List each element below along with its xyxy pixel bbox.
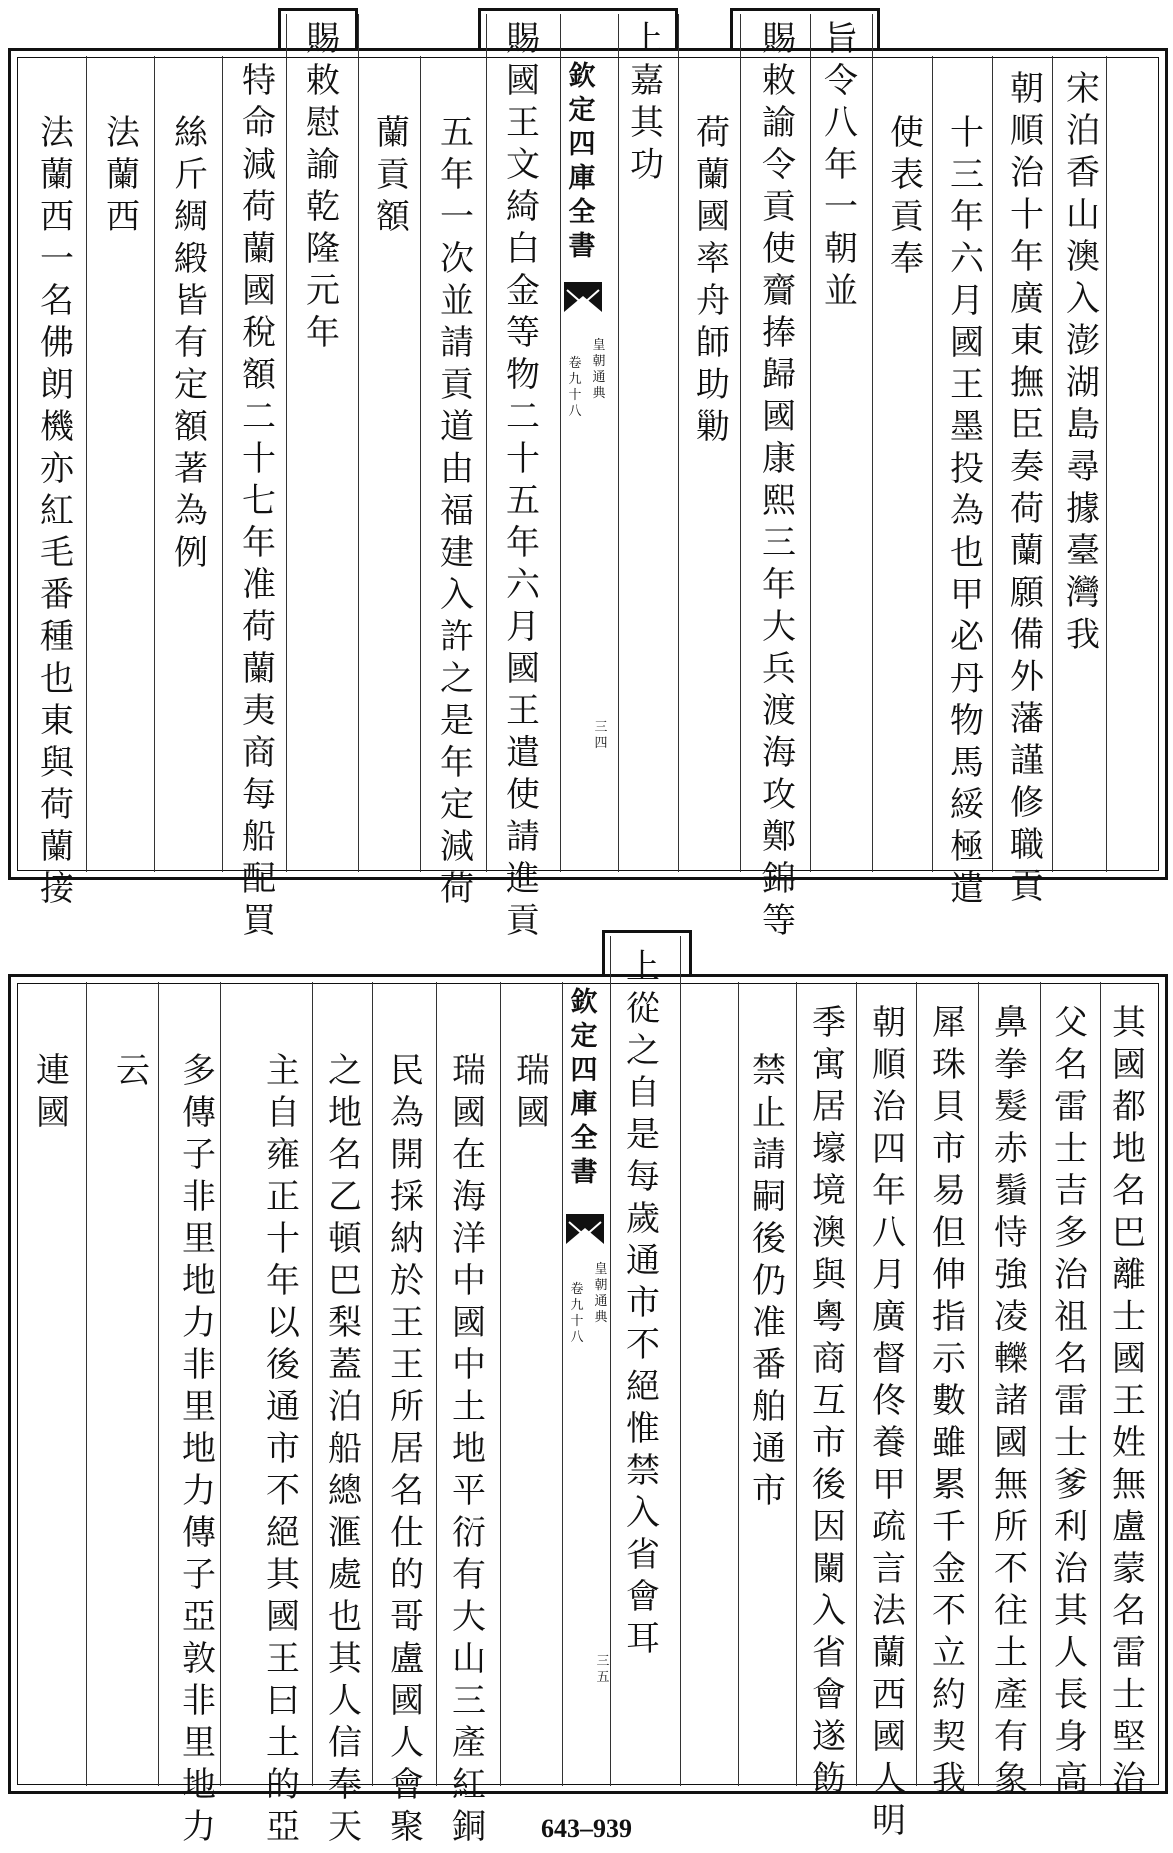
bottom-text-column-8: 上 從 之 自 是 每 歲 通 市 不 絕 惟 禁 入 省 會 耳	[626, 947, 660, 1659]
bottom-spine-book: 皇 朝 通 典	[594, 1262, 608, 1325]
bottom-text-column-15: 云	[116, 1051, 150, 1091]
top-text-column-2: 朝 順 治 十 年 廣 東 撫 臣 奏 荷 蘭 願 備 外 藩 謹 修 職 貢	[1010, 69, 1044, 907]
top-text-column-13: 特 命 減 荷 蘭 國 稅 額 二 十 七 年 准 荷 蘭 夷 商 每 船 配 買	[242, 61, 276, 941]
bottom-text-column-16: 連 國	[36, 1051, 70, 1133]
top-text-column-3: 十 三 年 六 月 國 王 墨 投 為 也 甲 必 丹 物 馬 綏 極 遣	[950, 113, 984, 909]
bottom-text-column-4: 犀 珠 貝 市 易 但 伸 指 示 數 雖 累 千 金 不 立 約 契 我	[932, 1003, 966, 1799]
bottom-text-column-7: 禁 止 請 嗣 後 仍 准 番 舶 通 市	[752, 1051, 786, 1511]
bottom-text-column-14: 多 傳 子 非 里 地 力 非 里 地 力 傳 子 亞 敦 非 里 地 力	[182, 1051, 216, 1847]
bottom-spine-fishtail-icon	[566, 1214, 604, 1244]
top-text-column-11: 蘭 貢 額	[376, 113, 410, 237]
top-text-column-12: 賜 敕 慰 諭 乾 隆 元 年	[306, 19, 340, 353]
top-text-column-15: 法 蘭 西	[106, 113, 140, 237]
bottom-text-column-13: 主 自 雍 正 十 年 以 後 通 市 不 絕 其 國 王 曰 土 的 亞	[266, 1051, 300, 1847]
bottom-text-column-10: 瑞 國 在 海 洋 中 國 中 土 地 平 衍 有 大 山 三 產 紅 銅	[452, 1051, 486, 1847]
bottom-text-column-6: 季 寓 居 壕 境 澳 與 粵 商 互 市 後 因 闌 入 省 會 遂 飭	[812, 1003, 846, 1799]
bottom-text-column-2: 父 名 雷 士 吉 多 治 祖 名 雷 士 爹 利 治 其 人 長 身 高	[1054, 1003, 1088, 1799]
page-code: 643–939	[541, 1814, 632, 1843]
top-spine-book: 皇 朝 通 典	[592, 338, 606, 401]
top-text-column-14: 絲 斤 綢 緞 皆 有 定 額 著 為 例	[174, 113, 208, 573]
top-text-column-16: 法 蘭 西 一 名 佛 朗 機 亦 紅 毛 番 種 也 東 與 荷 蘭 接	[40, 113, 74, 909]
top-text-column-5: 旨 令 八 年 一 朝 並	[824, 19, 858, 311]
top-text-column-10: 五 年 一 次 並 請 貢 道 由 福 建 入 許 之 是 年 定 減 荷	[440, 113, 474, 909]
top-spine-page: 三 四	[594, 720, 608, 751]
bottom-text-column-5: 朝 順 治 四 年 八 月 廣 督 佟 養 甲 疏 言 法 蘭 西 國 人 明	[872, 1003, 906, 1841]
top-text-column-1: 宋 泊 香 山 澳 入 澎 湖 島 尋 據 臺 灣 我	[1066, 69, 1100, 655]
top-spine-title: 欽 定 四 庫 全 書	[568, 61, 596, 262]
bottom-text-column-1: 其 國 都 地 名 巴 離 士 國 王 姓 無 盧 蒙 名 雷 士 堅 治	[1112, 1003, 1146, 1799]
bottom-spine-title: 欽 定 四 庫 全 書	[570, 987, 598, 1188]
top-spine-volume: 卷 九 十 八	[568, 356, 582, 419]
top-text-column-4: 使 表 貢 奉	[890, 113, 924, 279]
top-text-column-6: 賜 敕 諭 令 貢 使 齎 捧 歸 國 康 熙 三 年 大 兵 渡 海 攻 鄭 錦 等	[762, 19, 796, 941]
top-text-column-7: 荷 蘭 國 率 舟 師 助 勦	[696, 113, 730, 447]
bottom-text-column-3: 鼻 拳 髮 赤 鬚 恃 強 凌 轢 諸 國 無 所 不 往 土 產 有 象	[994, 1003, 1028, 1799]
bottom-text-column-11: 民 為 開 採 納 於 王 王 所 居 名 仕 的 哥 盧 國 人 會 聚	[390, 1051, 424, 1847]
bottom-spine-volume: 卷 九 十 八	[570, 1282, 584, 1345]
top-text-column-9: 賜 國 王 文 綺 白 金 等 物 二 十 五 年 六 月 國 王 遣 使 請 進 貢	[506, 19, 540, 941]
bottom-text-column-12: 之 地 名 乙 頓 巴 梨 蓋 泊 船 總 滙 處 也 其 人 信 奉 天	[328, 1051, 362, 1847]
top-spine-fishtail-icon	[564, 282, 602, 312]
bottom-spine-page: 三 五	[596, 1654, 610, 1685]
bottom-text-column-9: 瑞 國	[516, 1051, 550, 1133]
top-text-column-8: 上 嘉 其 功	[630, 19, 664, 185]
